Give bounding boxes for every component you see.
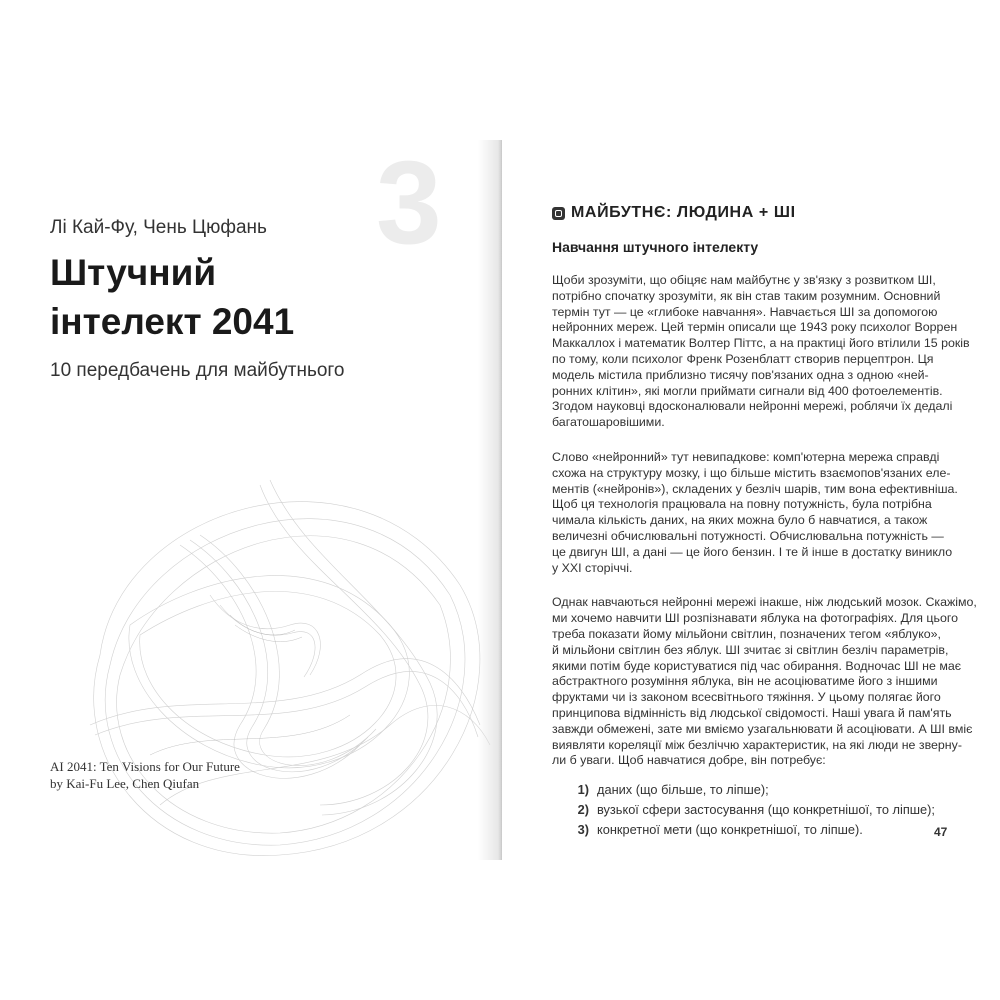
list-item-text: даних (що більше, то ліпше); — [597, 782, 769, 798]
list-item — [552, 780, 957, 800]
text-line: абстрактного розуміння яблука, він не асоціюватиме його з іншими — [552, 674, 938, 689]
text-line: це двигун ШІ, а дані — це його бензин. І те й інше в достатку виникло — [552, 544, 953, 559]
paragraph-2 — [552, 450, 957, 576]
text-line: по тому, коли психолог Френк Розенблатт створив перцептрон. Ця — [552, 351, 934, 366]
text-line: потрібно спочатку зрозуміти, як він став таким розумним. Основний — [552, 288, 941, 303]
list-item-number: 3) — [577, 822, 589, 838]
text-line: величезні обчислювальні потужності. Обчислювальна потужність — — [552, 528, 944, 543]
text-line: схожа на структуру мозку, і що більше містить взаємопов'язаних еле- — [552, 465, 951, 480]
text-line: у XXI сторіччі. — [552, 560, 633, 575]
body-text — [552, 273, 977, 840]
page-number: 47 — [934, 825, 948, 839]
section-header — [552, 204, 796, 222]
rounded-square-icon — [552, 207, 565, 220]
list-item-text: конкретної мети (що конкретнішої, то ліпше). — [597, 822, 863, 838]
book-title-line-1: Штучний — [50, 252, 217, 293]
needs-list — [552, 780, 957, 840]
chapter-number: 3 — [376, 137, 442, 269]
book-authors: Лі Кай-Фу, Чень Цюфань — [50, 217, 267, 238]
list-item-text: вузької сфери застосування (що конкретнішої, то ліпше); — [597, 802, 935, 818]
original-title: AI 2041: Ten Visions for Our Future — [50, 759, 240, 774]
text-line: фруктами чи із законом всесвітнього тяжіння. У цьому полягає його — [552, 690, 941, 705]
abstract-swirl-illustration — [60, 425, 500, 865]
text-line: багатошаровішими. — [552, 415, 665, 430]
list-item-number: 1) — [577, 782, 589, 798]
original-authors: by Kai-Fu Lee, Chen Qiufan — [50, 776, 200, 791]
list-item — [552, 800, 957, 820]
text-line: ми хочемо навчити ШІ розпізнавати яблука на фотографіях. Для цього — [552, 611, 958, 626]
text-line: Однак навчаються нейронні мережі інакше, ніж людський мозок. Скажімо, — [552, 595, 977, 610]
text-line: ли б уваги. Щоб навчатися добре, він потребує: — [552, 753, 826, 768]
book-subtitle: 10 передбачень для майбутнього — [50, 360, 345, 381]
text-line: чимала кількість даних, на яких можна було б навчатися, а також — [552, 513, 928, 528]
text-line: Щоби зрозуміти, що обіцяє нам майбутнє у зв'язку з розвитком ШІ, — [552, 273, 936, 287]
text-line: Слово «нейронний» тут невипадкове: комп'ютерна мережа справді — [552, 449, 940, 464]
text-line: ментів («нейронів»), складених у безліч шарів, тим вона ефективніша. — [552, 481, 958, 496]
book-title — [50, 248, 390, 346]
text-line: й мільйони світлин без яблук. ШІ зчитає зі світлин безліч параметрів, — [552, 642, 949, 657]
list-item — [552, 820, 957, 840]
list-item-number: 2) — [577, 802, 589, 818]
text-line: якими потім буде користуватися під час обирання. Водночас ШІ не має — [552, 658, 962, 673]
section-title: МАЙБУТНЄ: ЛЮДИНА + ШІ — [571, 204, 796, 221]
book-title-line-2: інтелект 2041 — [50, 301, 295, 342]
text-line: принципова відмінність від людської свідомості. Наші увага й пам'ять — [552, 705, 952, 720]
text-line: треба показати йому мільйони світлин, позначених тегом «яблуко», — [552, 626, 941, 641]
paragraph-3 — [552, 595, 977, 769]
left-page — [0, 137, 500, 860]
paragraph-1 — [552, 273, 970, 431]
right-page — [502, 140, 1000, 860]
text-line: Згодом науковці вдосконалювали нейронні мережі, роблячи їх дедалі — [552, 399, 953, 414]
text-line: завжди обмежені, зате ми вміємо узагальнювати й асоціювати. А ШІ вміє — [552, 721, 973, 736]
text-line: ронних клітин», які могли приймати сигнали від 400 фотоелементів. — [552, 383, 943, 398]
original-edition-info — [50, 758, 240, 792]
text-line: термін тут — це «глибоке навчання». Навчається ШІ за допомогою — [552, 304, 938, 319]
subheading: Навчання штучного інтелекту — [552, 239, 759, 255]
text-line: нейронних мереж. Цей термін описали ще 1943 року психолог Воррен — [552, 320, 958, 335]
text-line: виявляти кореляції між безліччю характеристик, на які люди не зверну- — [552, 737, 962, 752]
text-line: Щоб ця технологія працювала на повну потужність, була потрібна — [552, 497, 932, 512]
text-line: Маккаллох і математик Волтер Піттс, а на практиці його втілили 15 років — [552, 336, 970, 351]
text-line: модель містила приблизно тисячу пов'язаних одна з одною «ней- — [552, 367, 929, 382]
